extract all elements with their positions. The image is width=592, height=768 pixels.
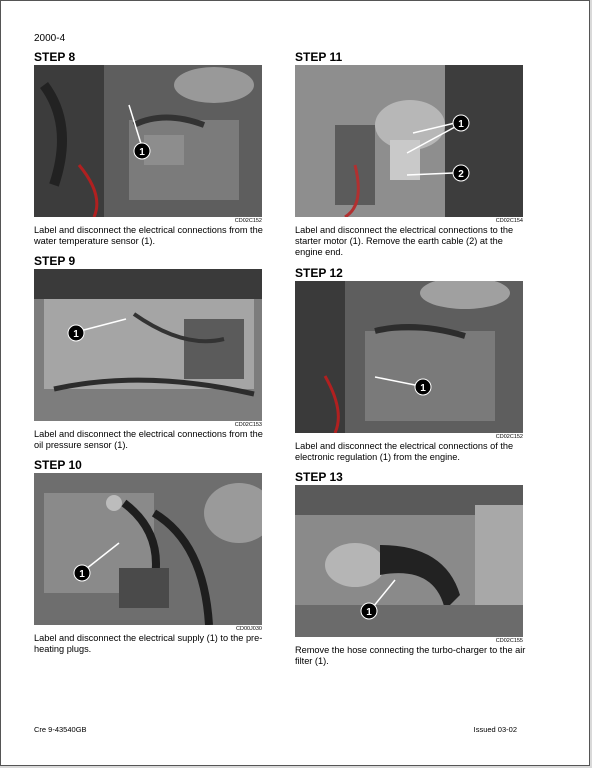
step-photo — [34, 473, 262, 625]
engine-photo-illustration — [34, 473, 262, 625]
photo-code: CD02C152 — [495, 434, 523, 440]
step-photo — [34, 269, 262, 421]
step-9 — [34, 253, 266, 457]
left-column — [34, 49, 266, 661]
engine-photo-illustration — [295, 65, 523, 217]
step-12 — [295, 265, 527, 469]
step-title: STEP 13 — [295, 470, 343, 484]
photo-code: CD02C153 — [234, 422, 262, 428]
step-10 — [34, 457, 266, 661]
callout-1: 1 — [458, 119, 464, 130]
step-photo — [295, 281, 523, 433]
callout-1: 1 — [366, 607, 372, 618]
photo-code: CD02C152 — [234, 218, 262, 224]
step-description: Label and disconnect the electrical connections of the electronic regulation (1) from the engine. — [295, 441, 514, 462]
step-description: Remove the hose connecting the turbo-charger to the air filter (1). — [295, 645, 526, 666]
step-description: Label and disconnect the electrical supply (1) to the pre-heating plugs. — [34, 633, 263, 654]
step-description: Label and disconnect the electrical connections from the oil pressure sensor (1). — [34, 429, 263, 450]
callout-2: 2 — [458, 169, 464, 180]
step-title: STEP 12 — [295, 266, 343, 280]
callout-1: 1 — [139, 147, 145, 158]
photo-code: CD02C155 — [495, 638, 523, 644]
step-photo — [295, 65, 523, 217]
engine-photo-illustration — [34, 269, 262, 421]
callout-1: 1 — [79, 569, 85, 580]
photo-code: CD00J030 — [236, 626, 262, 632]
step-8 — [34, 49, 266, 253]
engine-photo-illustration — [295, 281, 523, 433]
step-13 — [295, 469, 527, 673]
step-title: STEP 11 — [295, 50, 343, 64]
step-photo — [34, 65, 262, 217]
step-11 — [295, 49, 527, 265]
engine-photo-illustration — [295, 485, 523, 637]
step-title: STEP 8 — [34, 50, 76, 64]
callout-1: 1 — [73, 329, 79, 340]
step-photo — [295, 485, 523, 637]
footer-document-code: Cre 9-43540GB — [34, 725, 87, 734]
step-description: Label and disconnect the electrical connections from the water temperature sensor (1). — [34, 225, 263, 246]
callout-1: 1 — [420, 383, 426, 394]
step-title: STEP 9 — [34, 254, 76, 268]
footer-issue-date: Issued 03-02 — [473, 725, 517, 734]
photo-code: CD02C154 — [495, 218, 523, 224]
page-number: 2000-4 — [34, 33, 66, 44]
step-description: Label and disconnect the electrical connections to the starter motor (1). Remove the earth cable (2) at the engine end. — [295, 225, 514, 257]
step-title: STEP 10 — [34, 458, 82, 472]
engine-photo-illustration — [34, 65, 262, 217]
right-column — [295, 49, 527, 673]
